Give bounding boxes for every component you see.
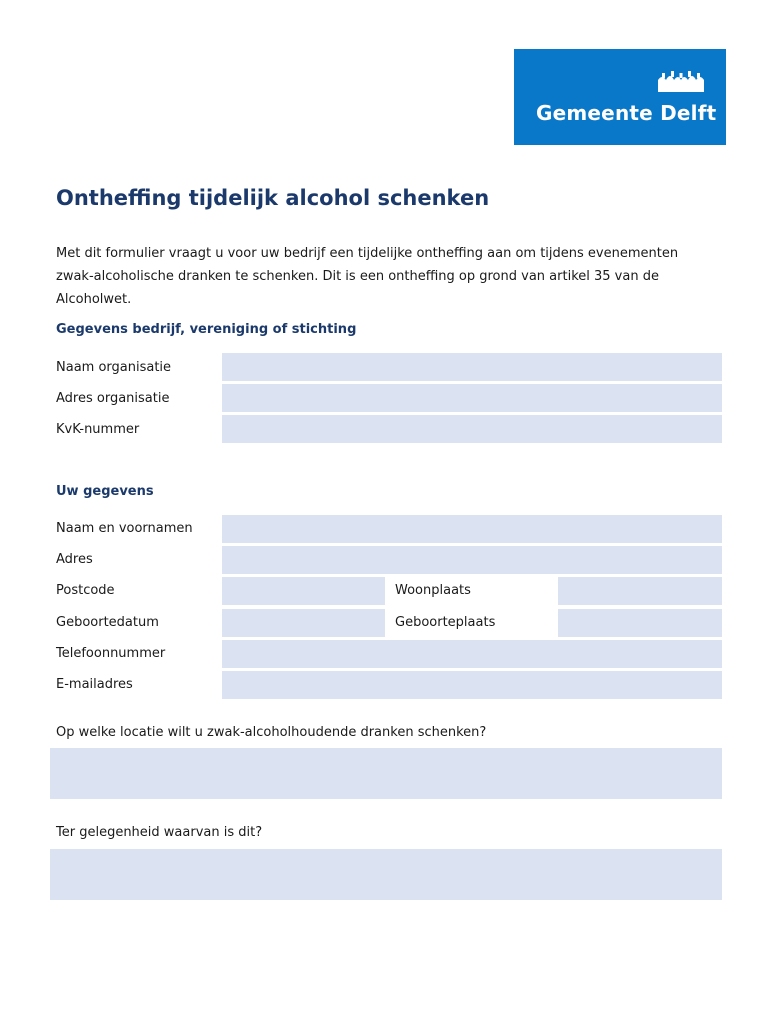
phone-field[interactable] xyxy=(222,640,722,668)
label-address: Adres xyxy=(56,552,93,567)
label-organisation-name: Naam organisatie xyxy=(56,360,172,375)
label-full-name: Naam en voornamen xyxy=(56,521,193,536)
organisation-name-field[interactable] xyxy=(222,353,722,381)
question-occasion: Ter gelegenheid waarvan is dit? xyxy=(56,825,263,840)
label-phone: Telefoonnummer xyxy=(56,646,166,661)
city-field[interactable] xyxy=(558,577,722,605)
question-location: Op welke locatie wilt u zwak-alcoholhoudende dranken schenken? xyxy=(56,725,487,740)
email-field[interactable] xyxy=(222,671,722,699)
full-name-field[interactable] xyxy=(222,515,722,543)
gemeente-delft-logo xyxy=(514,49,726,145)
label-postcode: Postcode xyxy=(56,583,115,598)
section-heading-personal: Uw gegevens xyxy=(56,484,154,499)
label-birthdate: Geboortedatum xyxy=(56,615,159,630)
postcode-field[interactable] xyxy=(222,577,385,605)
delft-crown-icon xyxy=(656,71,706,93)
section-heading-company: Gegevens bedrijf, vereniging of stichting xyxy=(56,322,357,337)
intro-text: Met dit formulier vraagt u voor uw bedrijf een tijdelijke ontheffing aan om tijdens evenementen zwak-alcoholische dranken te schenken. Dit is een ontheffing op grond van artikel 35 van de Alcoholwet. xyxy=(56,246,679,307)
address-field[interactable] xyxy=(222,546,722,574)
location-textarea[interactable] xyxy=(50,748,722,799)
label-city: Woonplaats xyxy=(395,583,471,598)
organisation-address-field[interactable] xyxy=(222,384,722,412)
label-email: E-mailadres xyxy=(56,677,133,692)
kvk-number-field[interactable] xyxy=(222,415,722,443)
logo-text: Gemeente Delft xyxy=(536,101,717,125)
occasion-textarea[interactable] xyxy=(50,849,722,900)
label-kvk-number: KvK-nummer xyxy=(56,422,140,437)
birthplace-field[interactable] xyxy=(558,609,722,637)
page-title: Ontheffing tijdelijk alcohol schenken xyxy=(56,186,490,210)
label-birthplace: Geboorteplaats xyxy=(395,615,496,630)
label-organisation-address: Adres organisatie xyxy=(56,391,170,406)
birthdate-field[interactable] xyxy=(222,609,385,637)
